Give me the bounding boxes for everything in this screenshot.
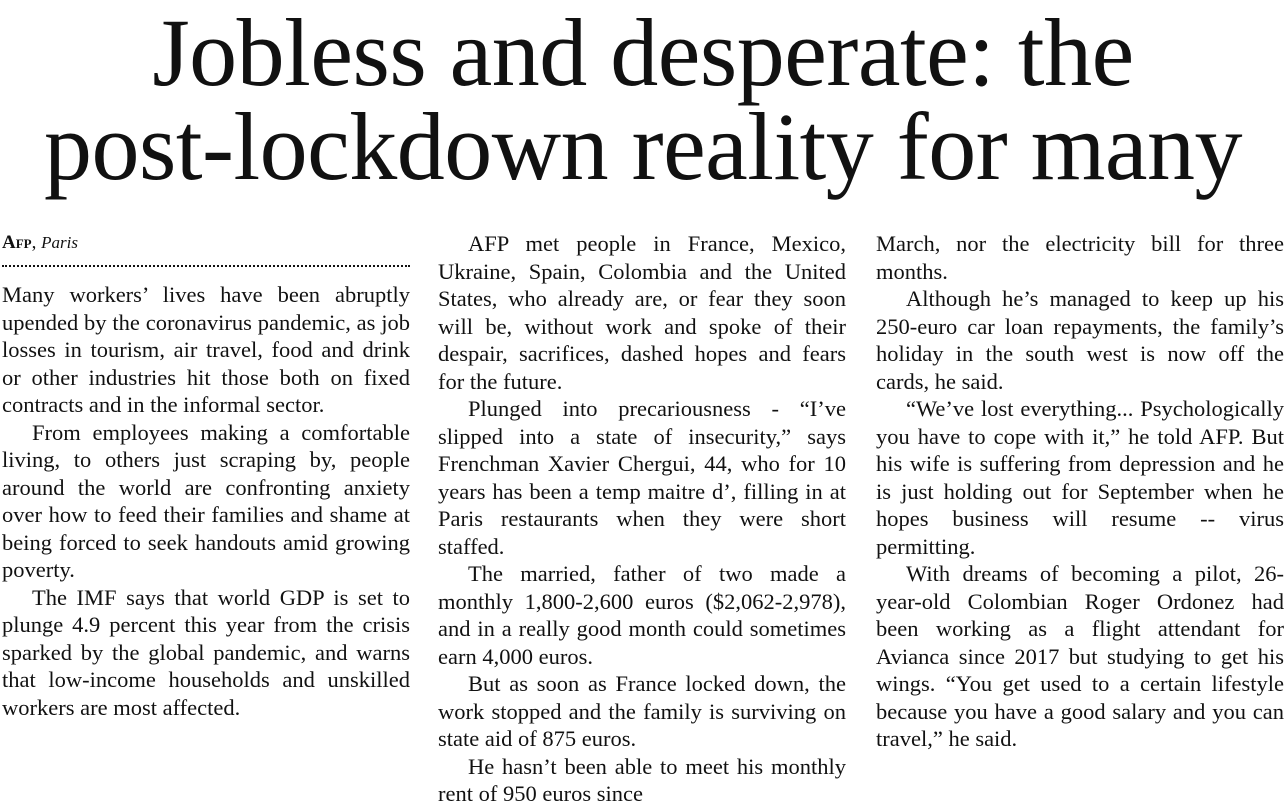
paragraph: “We’ve lost everything... Psychologically you have to cope with it,” he told AFP. But his wife is suffering from depression and he is just holding out for September when he hopes business will resume -- virus permitting. xyxy=(876,396,1284,559)
article-column-1 xyxy=(2,281,410,721)
byline-divider xyxy=(2,265,410,267)
paragraph: The married, father of two made a monthly 1,800-2,600 euros ($2,062-2,978), and in a really good month could sometimes earn 4,000 euros. xyxy=(438,561,846,669)
article-column-3 xyxy=(876,230,1284,753)
paragraph: From employees making a comfortable living, to others just scraping by, people around the world are confronting anxiety over how to feed their families and shame at being forced to seek handouts amid growing poverty. xyxy=(2,419,410,582)
paragraph: AFP met people in France, Mexico, Ukraine, Spain, Colombia and the United States, who already are, or fear they soon will be, without work and spoke of their despair, sacrifices, dashed hopes and fears for the future. xyxy=(438,231,846,394)
paragraph: March, nor the electricity bill for three months. xyxy=(876,231,1284,284)
byline-agency: Afp xyxy=(2,232,32,253)
paragraph: The IMF says that world GDP is set to plunge 4.9 percent this year from the crisis sparked by the global pandemic, and warns that low-income households and unskilled workers are most affected. xyxy=(2,584,410,720)
byline: Afp, Paris xyxy=(2,232,78,253)
headline-line-1: Jobless and desperate: the xyxy=(152,0,1134,106)
paragraph: Many workers’ lives have been abruptly upended by the coronavirus pandemic, as job losses in tourism, air travel, food and drink or other industries hit those both on fixed contracts and in the informal sector. xyxy=(2,282,410,417)
paragraph: With dreams of becoming a pilot, 26-year-old Colombian Roger Ordonez had been working as a flight attendant for Avianca since 2017 but studying to get his wings. “You get used to a certain lifestyle because you have a good salary and you can travel,” he said. xyxy=(876,561,1284,751)
byline-place: Paris xyxy=(41,233,78,252)
paragraph: Although he’s managed to keep up his 250-euro car loan repayments, the family’s holiday in the south west is now off the cards, he said. xyxy=(876,286,1284,394)
headline-line-2: post-lockdown reality for many xyxy=(43,93,1243,200)
paragraph: He hasn’t been able to meet his monthly rent of 950 euros since xyxy=(438,753,846,806)
paragraph: Plunged into precariousness - “I’ve slipped into a state of insecurity,” says Frenchman Xavier Chergui, 44, who for 10 years has been a temp maitre d’, filling in at Paris restaurants when they were short staffed. xyxy=(438,396,846,559)
article-column-2 xyxy=(438,230,846,808)
paragraph: But as soon as France locked down, the work stopped and the family is surviving on state aid of 875 euros. xyxy=(438,671,846,751)
headline xyxy=(0,0,1286,200)
